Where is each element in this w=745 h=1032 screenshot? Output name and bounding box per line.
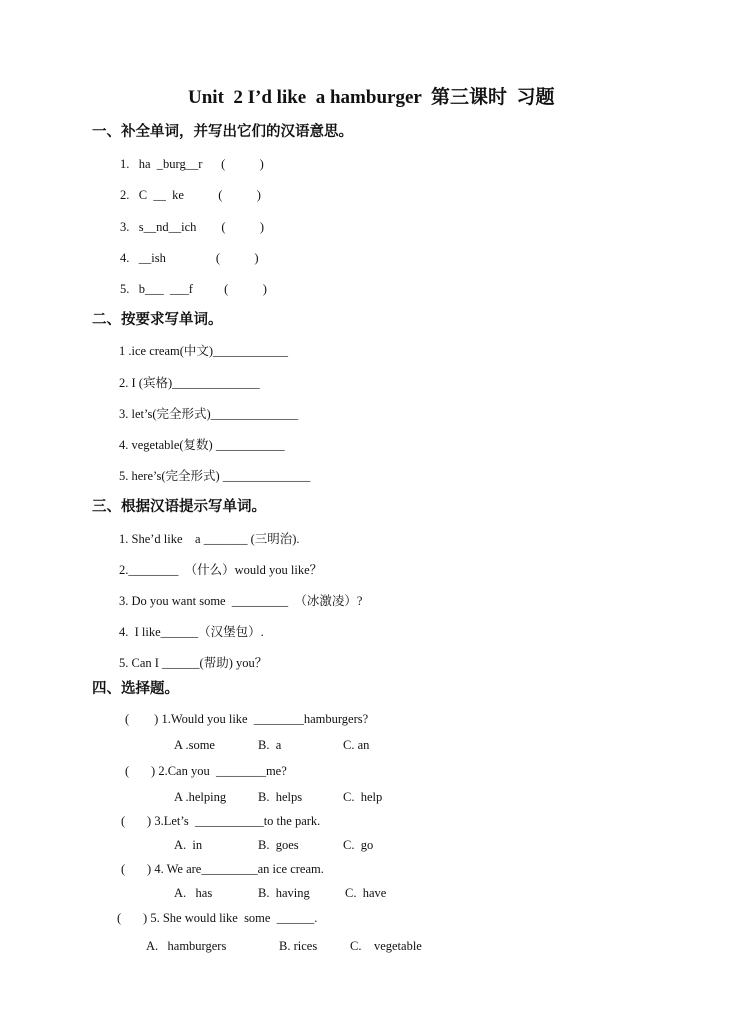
- section-3-item-2: 2.________ （什么）would you like？: [119, 563, 323, 577]
- section-1-item-5: 5. b___ ___f ( ): [120, 282, 267, 296]
- question-3: ( ) 3.Let’s ___________to the park.: [121, 814, 321, 828]
- section-3-item-3: 3. Do you want some _________ （冰激凌）?: [119, 594, 363, 608]
- question-3-option-a: A. in: [174, 838, 203, 852]
- section-3-item-4: 4. I like______（汉堡包）.: [119, 625, 264, 639]
- question-5-option-a: A. hamburgers: [146, 939, 227, 953]
- section-2-heading: 二、按要求写单词。: [92, 312, 223, 328]
- question-2-option-b: B. helps: [258, 790, 303, 804]
- question-3-option-b: B. goes: [258, 838, 299, 852]
- question-2: ( ) 2.Can you ________me?: [125, 764, 287, 778]
- section-1-item-4: 4. __ish ( ): [120, 251, 259, 265]
- section-2-item-2: 2. I (宾格)______________: [119, 376, 260, 390]
- question-4-option-a: A. has: [174, 886, 213, 900]
- section-3-item-1: 1. She’d like a _______ (三明治).: [119, 532, 300, 546]
- section-1-item-3: 3. s__nd__ich ( ): [120, 220, 265, 234]
- question-1-option-c: C. an: [343, 738, 370, 752]
- section-4-heading: 四、选择题。: [92, 681, 179, 697]
- question-2-option-c: C. help: [343, 790, 383, 804]
- question-5-option-c: C. vegetable: [350, 939, 422, 953]
- section-2-item-3: 3. let’s(完全形式)______________: [119, 407, 299, 421]
- question-1-option-b: B. a: [258, 738, 282, 752]
- question-5-option-b: B. rices: [279, 939, 318, 953]
- section-3-item-5: 5. Can I ______(帮助) you？: [119, 656, 268, 670]
- section-2-item-1: 1 .ice cream(中文)____________: [119, 344, 289, 358]
- section-3-heading: 三、根据汉语提示写单词。: [92, 499, 266, 515]
- question-5: ( ) 5. She would like some ______.: [117, 911, 318, 925]
- section-1-heading: 一、补全单词，并写出它们的汉语意思。: [92, 124, 353, 140]
- question-2-option-a: A .helping: [174, 790, 227, 804]
- section-2-item-5: 5. here’s(完全形式) ______________: [119, 469, 311, 483]
- section-1-item-2: 2. C __ ke ( ): [120, 188, 261, 202]
- question-4-option-c: C. have: [345, 886, 387, 900]
- question-3-option-c: C. go: [343, 838, 374, 852]
- question-1-option-a: A .some: [174, 738, 215, 752]
- section-1-item-1: 1. ha _burg__r ( ): [120, 157, 264, 171]
- question-4-option-b: B. having: [258, 886, 310, 900]
- page-title: Unit 2 I’d like a hamburger 第三课时 习题: [188, 87, 555, 108]
- section-2-item-4: 4. vegetable(复数) ___________: [119, 438, 285, 452]
- question-4: ( ) 4. We are_________an ice cream.: [121, 862, 324, 876]
- question-1: ( ) 1.Would you like ________hamburgers?: [125, 712, 369, 726]
